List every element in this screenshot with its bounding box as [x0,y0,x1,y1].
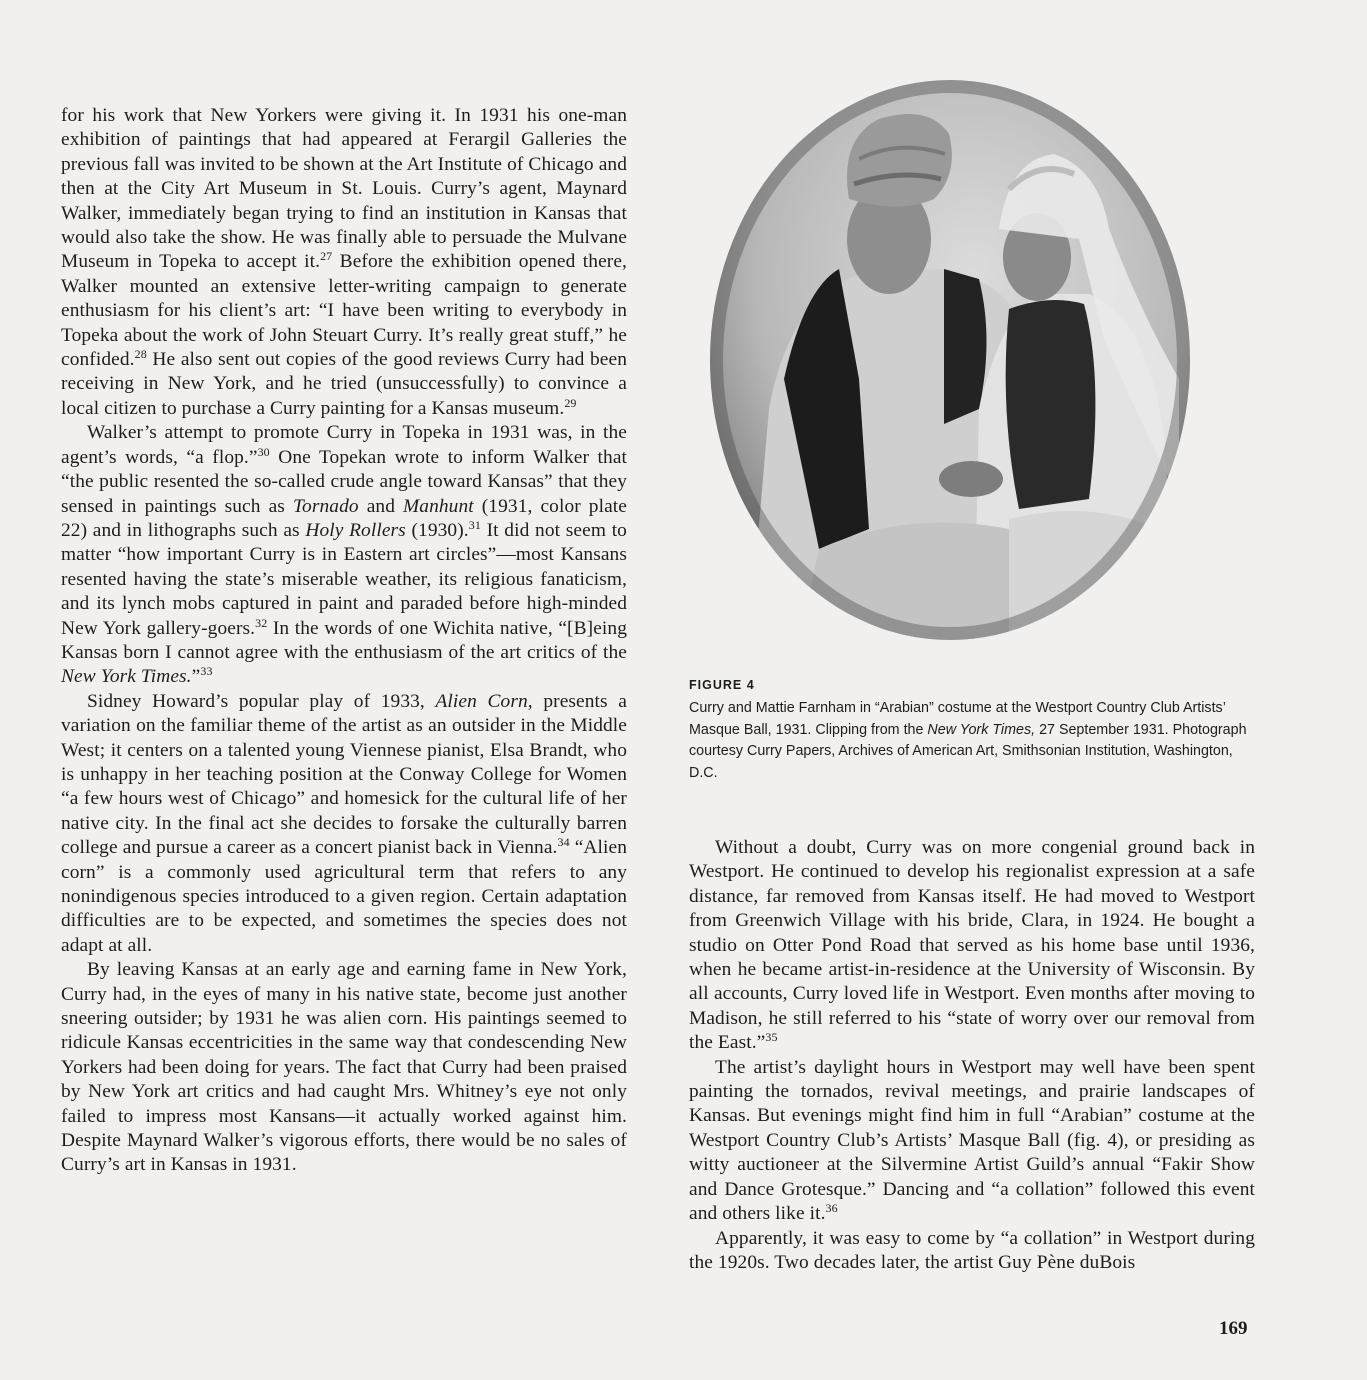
text-run: and [358,495,404,517]
figure-photograph [709,79,1191,641]
footnote-ref: 29 [564,395,577,410]
paragraph [61,690,627,958]
footnote-ref: 28 [134,347,147,362]
text-run: The artist’s daylight hours in Westport may well have been spent painting the tornados, revival meetings, and prairie landscapes of Kansas. But evenings might find him in full “Arabian” costume at the Westport Country Club’s Artists’ Masque Ball (fig. 4), or presiding as witty auctioneer at the Silvermine Artist Guild’s annual “Fakir Show and Dance Grotesque.” Dancing and “a collation” followed this event and others like it. [689,1056,1255,1225]
footnote-ref: 33 [200,664,213,679]
publication-title: New York Times. [61,666,192,688]
caption-text: 27 September 1931. Photograph courtesy Curry Papers, Archives of American Art, Smithsonian Institution, Washington, D.C. [689,721,1247,781]
caption-text: Curry and Mattie Farnham in “Arabian” costume at the Westport Country Club Artists’ Masque Ball, 1931. Clipping from the [689,700,1226,738]
play-title: Alien Corn, [435,690,533,712]
figure-caption [689,698,1255,784]
artwork-title: Holy Rollers [305,519,406,541]
footnote-ref: 27 [320,249,333,264]
text-run: presents a variation on the familiar theme of the artist as an outsider in the Middle West; it centers on a talented young Viennese pianist, Elsa Brandt, who is unhappy in her teaching position at the Conway College for Women “a few hours west of Chicago” and homesick for the cultural life of her native city. In the final act she decides to forsake the culturally barren college and pursue a career as a concert pianist back in Vienna. [61,690,627,859]
paragraph [61,958,627,1178]
text-run: Apparently, it was easy to come by “a collation” in Westport during the 1920s. Two decades later, the artist Guy Pène duBois [689,1227,1255,1273]
text-run: He also sent out copies of the good reviews Curry had been receiving in New York, and he tried (unsuccessfully) to convince a local citizen to purchase a Curry painting for a Kansas museum. [61,349,627,419]
oval-portrait-photo [709,79,1191,641]
left-text-column [61,104,627,1178]
page-number: 169 [1219,1318,1248,1339]
paragraph [61,421,627,689]
text-run: By leaving Kansas at an early age and earning fame in New York, Curry had, in the eyes of many in his native state, become just another sneering outsider; by 1931 he was alien corn. His paintings seemed to ridicule Kansas eccentricities in the same way that condescending New Yorkers had been doing for years. The fact that Curry had been praised by New York art critics and had caught Mrs. Whitney’s eye not only failed to impress most Kansans—it actually worked against him. Despite Maynard Walker’s vigorous efforts, there would be no sales of Curry’s art in Kansas in 1931. [61,959,627,1176]
paragraph [61,104,627,421]
text-run: (1931, color plate 22) and in lithographs such as [61,495,627,541]
text-run: Before the exhibition opened there, Walker mounted an extensive letter-writing campaign to generate enthusiasm for his client’s art: “I have been writing to everybody in Topeka about the work of John Steuart Curry. It’s really great stuff,” he confided. [61,251,627,371]
text-run: Walker’s attempt to promote Curry in Topeka in 1931 was, in the agent’s words, “a flop.” [61,422,627,468]
footnote-ref: 34 [557,835,570,850]
footnote-ref: 30 [257,444,270,459]
footnote-ref: 35 [765,1030,778,1045]
text-run: It did not seem to matter “how important Curry is in Eastern art circles”—most Kansans resented having the state’s miserable weather, its religious fanaticism, and its lynch mobs captured in paint and paraded before high-minded New York gallery-goers. [61,519,627,639]
footnote-ref: 36 [825,1201,838,1216]
text-run: (1930). [405,519,469,541]
paragraph [689,1227,1255,1276]
text-run: “Alien corn” is a commonly used agricultural term that refers to any nonindigenous species introduced to a given region. Certain adaptation difficulties are to be expected, and sometimes the species does not adapt at all. [61,837,627,956]
right-text-column [689,836,1255,1275]
text-run: Without a doubt, Curry was on more congenial ground back in Westport. He continued to develop his regionalist expression at a safe distance, far removed from Kansas itself. He had moved to Westport from Greenwich Village with his bride, Clara, in 1924. He bought a studio on Otter Pond Road that served as his home base until 1936, when he became artist-in-residence at the University of Wisconsin. By all accounts, Curry loved life in Westport. Even months after moving to Madison, he still referred to his “state of worry over our removal from the East.” [689,837,1255,1054]
footnote-ref: 32 [255,615,268,630]
artwork-title: Tornado [292,495,359,517]
text-run: In the words of one Wichita native, “[B]eing Kansas born I cannot agree with the enthusiasm of the art critics of the [61,617,627,663]
text-run: One Topekan wrote to inform Walker that “the public resented the so-called crude angle toward Kansas” that they sensed in paintings such as [61,446,628,517]
text-run: Sidney Howard’s popular play of 1933, [87,690,436,712]
footnote-ref: 31 [468,517,481,532]
paragraph [689,1056,1255,1227]
paragraph [689,836,1255,1056]
text-run: for his work that New Yorkers were giving it. In 1931 his one-man exhibition of paintings that had appeared at Ferargil Galleries the previous fall was invited to be shown at the Art Institute of Chicago and then at the City Art Museum in St. Louis. Curry’s agent, Maynard Walker, immediately began trying to find an institution in Kansas that would also take the show. He was finally able to persuade the Mulvane Museum in Topeka to accept it. [61,105,627,273]
text-run: ” [191,666,201,688]
artwork-title: Manhunt [403,495,474,517]
figure-label: FIGURE 4 [689,678,755,692]
caption-publication-title: New York Times, [927,721,1036,738]
